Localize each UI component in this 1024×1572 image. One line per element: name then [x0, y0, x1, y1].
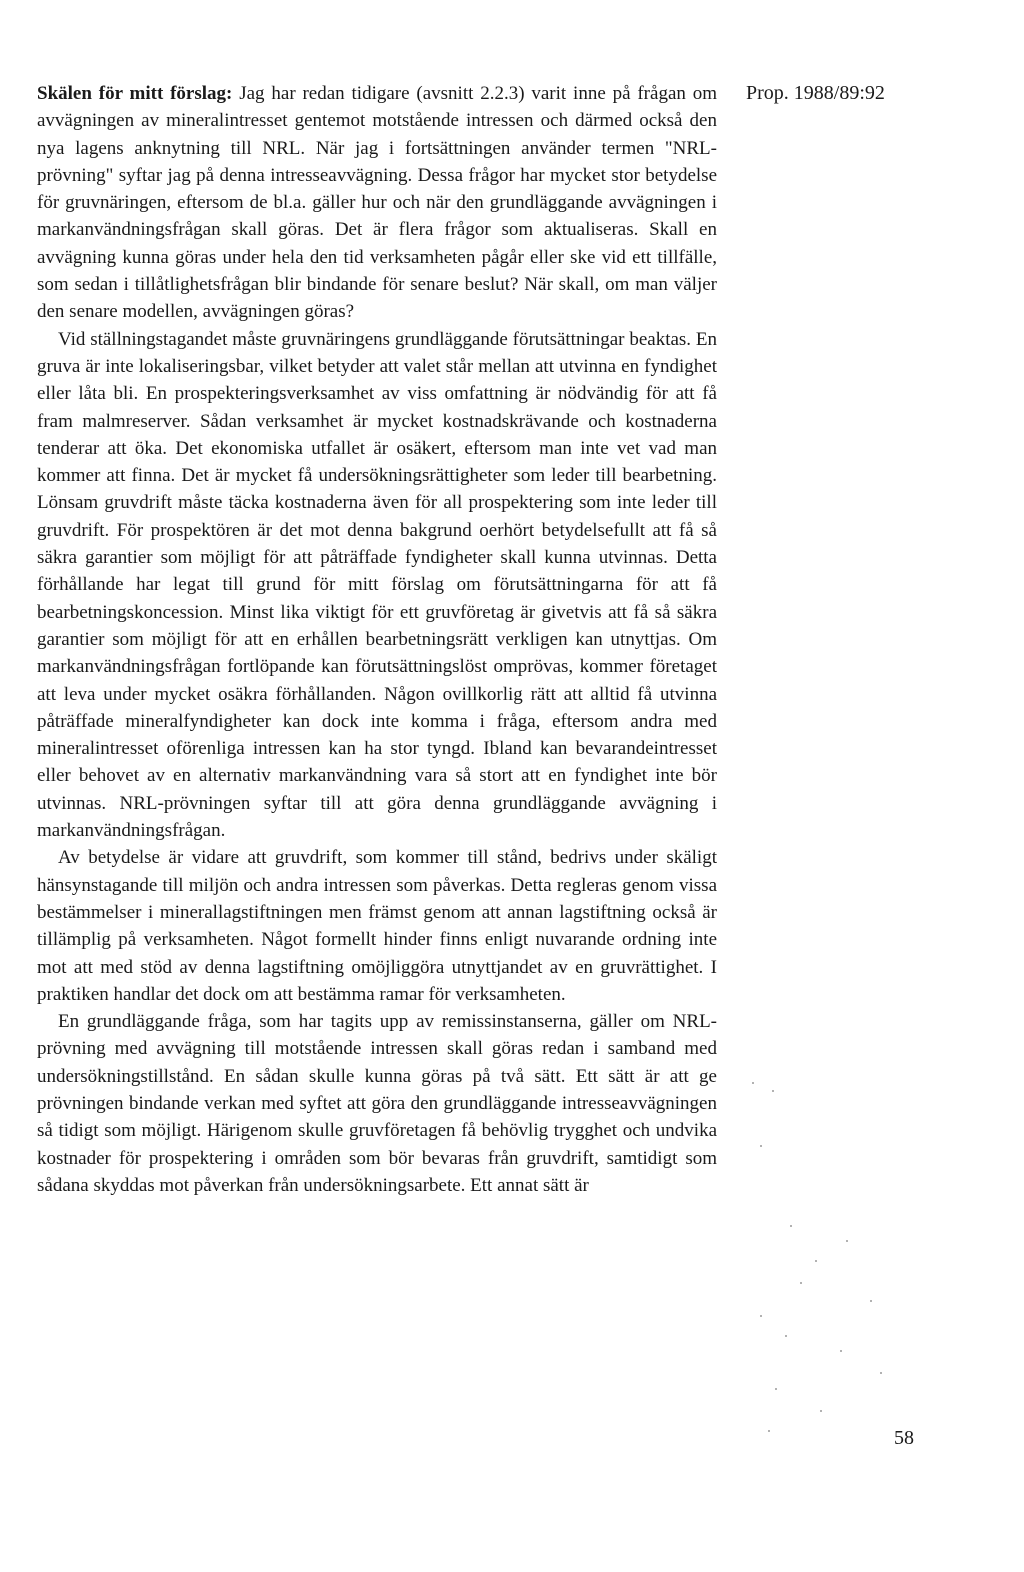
scan-speck	[815, 1260, 817, 1262]
scan-speck	[785, 1335, 787, 1337]
proposition-reference: Prop. 1988/89:92	[746, 82, 885, 104]
body-text	[37, 80, 717, 1199]
paragraph-1	[37, 80, 717, 326]
scan-speck	[840, 1350, 842, 1352]
section-lead-heading: Skälen för mitt förslag:	[37, 83, 233, 104]
paragraph-2: Vid ställningstagandet måste gruvnäringens grundläggande förutsättningar beaktas. En gruva är inte lokaliseringsbar, vilket betyder att valet står mellan att utvinna en fyndighet eller låta bli. En prospekteringsverksamhet av viss omfattning är nödvändig för att få fram malmreserver. Sådan verksamhet är mycket kostnadskrävande och kostnaderna tenderar att öka. Det ekonomiska utfallet är osäkert, eftersom man inte vet vad man kommer att finna. Det är mycket få undersökningsrättigheter som leder till bearbetning. Lönsam gruvdrift måste täcka kostnaderna även för all prospektering som inte leder till gruvdrift. För prospektören är det mot denna bakgrund oerhört betydelsefullt att få så säkra garantier som möjligt för att påträffade fyndigheter skall kunna utvinnas. Detta förhållande har legat till grund för mitt förslag om förutsättningarna för att få bearbetningskoncession. Minst lika viktigt för ett gruvföretag är givetvis att få så säkra garantier som möjligt för att en erhållen bearbetningsrätt verkligen kan utnyttjas. Om markanvändningsfrågan fortlöpande kan förutsättningslöst omprövas, kommer företaget att leva under mycket osäkra förhållanden. Någon ovillkorlig rätt att alltid få utvinna påträffade mineralfyndigheter kan dock inte komma i fråga, eftersom andra med mineralintresset oförenliga intressen kan ha stor tyngd. Ibland kan bevarandeintresset eller behovet av en alternativ markanvändning vara så stort att en fyndighet inte bör utvinnas. NRL-prövningen syftar till att göra denna grundläggande avvägning i markanvändningsfrågan.	[37, 328, 717, 842]
paragraph-3: Av betydelse är vidare att gruvdrift, som kommer till stånd, bedrivs under skäligt hänsynstagande till miljön och andra intressen som påverkas. Detta regleras genom vissa bestämmelser i minerallagstiftningen men främst genom att annan lagstiftning också är tillämplig på verksamheten. Något formellt hinder finns enligt nuvarande ordning inte mot att med stöd av denna lagstiftning omöjliggöra utnyttjandet av en gruvrättighet. I praktiken handlar det dock om att bestämma ramar för verksamheten.	[37, 847, 717, 1005]
scan-speck	[772, 1090, 774, 1092]
scan-speck	[775, 1388, 777, 1390]
scan-speck	[820, 1410, 822, 1412]
scan-speck	[760, 1145, 762, 1147]
scan-speck	[870, 1300, 872, 1302]
scan-speck	[800, 1282, 802, 1284]
scan-speck	[846, 1240, 848, 1242]
paragraph-1-text: Jag har redan tidigare (avsnitt 2.2.3) varit inne på frågan om avvägningen av mineralintresset gentemot motstående intressen och därmed också den nya lagens anknytning till NRL. När jag i fortsättningen använder termen "NRL-prövning" syftar jag på denna intresseavvägning. Dessa frågor har mycket stor betydelse för gruvnäringen, eftersom de bl.a. gäller hur och när den grundläggande avvägningen i markanvändningsfrågan skall göras. Det är flera frågor som aktualiseras. Skall en avvägning kunna göras under hela den tid verksamheten pågår eller ske vid ett tillfälle, som sedan i tillåtlighetsfrågan blir bindande för senare beslut? När skall, om man väljer den senare modellen, avvägningen göras?	[37, 83, 717, 323]
scan-speck	[760, 1315, 762, 1317]
page-number: 58	[894, 1427, 914, 1449]
paragraph-4: En grundläggande fråga, som har tagits upp av remissinstanserna, gäller om NRL-prövning med avvägning till motstående intressen skall göras redan i samband med undersökningstillstånd. En sådan skulle kunna göras på två sätt. Ett sätt är att ge prövningen bindande verkan med syftet att göra den grundläggande intresseavvägningen så tidigt som möjligt. Härigenom skulle gruvföretagen få behövlig trygghet och undvika kostnader för prospektering i områden som bör bevaras från gruvdrift, samtidigt som sådana skyddas mot påverkan från undersökningsarbete. Ett annat sätt är	[37, 1011, 717, 1196]
scan-speck	[880, 1372, 882, 1374]
scan-speck	[790, 1225, 792, 1227]
scan-speck	[752, 1082, 754, 1084]
scan-speck	[768, 1430, 770, 1432]
